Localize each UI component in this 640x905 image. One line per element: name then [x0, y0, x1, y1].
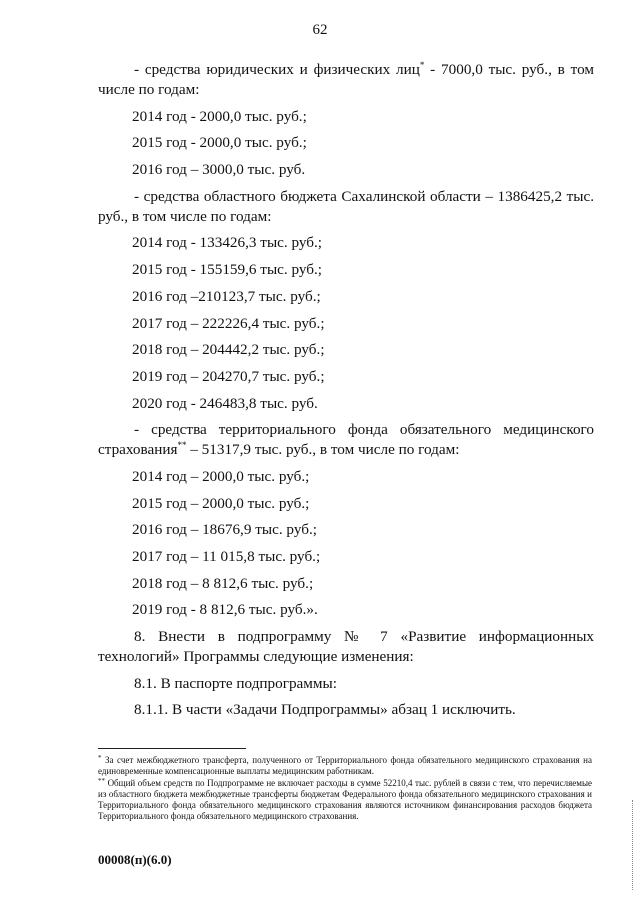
footnote-2 — [98, 778, 592, 822]
item-8-1-paragraph: 8.1. В паспорте подпрограммы: — [134, 674, 337, 692]
funding-source-regional-budget: - средства областного бюджета Сахалинской области – 1386425,2 тыс. руб., в том числе по годам: — [98, 187, 594, 225]
year-line: 2018 год – 8 812,6 тыс. руб.; — [132, 574, 314, 592]
year-line: 2016 год – 3000,0 тыс. руб. — [132, 161, 306, 179]
item-8-paragraph: 8. Внести в подпрограмму № 7 «Развитие информационных технологий» Программы следующие изменения: — [98, 628, 594, 666]
year-line: 2014 год - 2000,0 тыс. руб.; — [132, 107, 307, 125]
scan-edge-mark — [632, 800, 634, 890]
year-line: 2014 год - 133426,3 тыс. руб.; — [132, 234, 323, 252]
funding-source-legal-entities — [98, 60, 594, 100]
footnote-divider — [98, 748, 246, 749]
year-line: 2015 год - 155159,6 тыс. руб.; — [132, 261, 323, 279]
year-line: 2017 год – 222226,4 тыс. руб.; — [132, 314, 325, 332]
body-text — [98, 60, 594, 727]
footnote-text: За счет межбюджетного трансферта, полученного от Территориального фонда обязательного медицинского страхования на единовременные компенсационные выплаты медицинским работникам. — [98, 755, 592, 776]
footnote-mark: ** — [98, 777, 105, 785]
year-line: 2015 год - 2000,0 тыс. руб.; — [132, 134, 307, 152]
item-8-1-1-paragraph: 8.1.1. В части «Задачи Подпрограммы» абзац 1 исключить. — [134, 701, 516, 719]
footnotes — [98, 755, 592, 823]
funding-source-text-rest: - 7000,0 тыс. руб., в том числе по годам: — [98, 61, 594, 98]
year-line: 2017 год – 11 015,8 тыс. руб.; — [132, 548, 321, 565]
funding-source-text: - средства юридических и физических лиц — [134, 61, 420, 78]
footnote-mark: * — [98, 754, 102, 762]
footnote-ref: * — [419, 60, 425, 70]
year-line: 2020 год - 246483,8 тыс. руб. — [132, 394, 318, 412]
year-line: 2016 год – 18676,9 тыс. руб.; — [132, 521, 317, 539]
year-line: 2016 год –210123,7 тыс. руб.; — [132, 287, 321, 305]
year-line: 2015 год – 2000,0 тыс. руб.; — [132, 494, 310, 512]
funding-source-text-rest: – 51317,9 тыс. руб., в том числе по годам: — [186, 441, 460, 459]
year-line: 2018 год – 204442,2 тыс. руб.; — [132, 341, 325, 359]
year-line: 2019 год - 8 812,6 тыс. руб.». — [132, 601, 318, 619]
funding-source-insurance-fund — [98, 420, 594, 460]
footnote-ref: ** — [177, 440, 187, 451]
page-number: 62 — [312, 22, 328, 38]
year-line: 2019 год – 204270,7 тыс. руб.; — [132, 367, 325, 385]
footnote-text: Общий объем средств по Подпрограмме не включает расходы в сумме 52210,4 тыс. рублей в связи с тем, что перечисляемые из областного бюджета межбюджетные трансферты бюджетам Федерального фонда обязательного медицинского страхования и Территориального фонда обязательного медицинского страхования являются источником финансирования расходов бюджета Территориального фонда обязательного медицинского страхования. — [98, 778, 592, 821]
funding-source-text: - средства территориального фонда обязательного медицинского страхования — [98, 421, 594, 459]
document-code: 00008(п)(6.0) — [98, 852, 172, 867]
year-line: 2014 год – 2000,0 тыс. руб.; — [132, 467, 310, 485]
footnote-1 — [98, 755, 592, 777]
